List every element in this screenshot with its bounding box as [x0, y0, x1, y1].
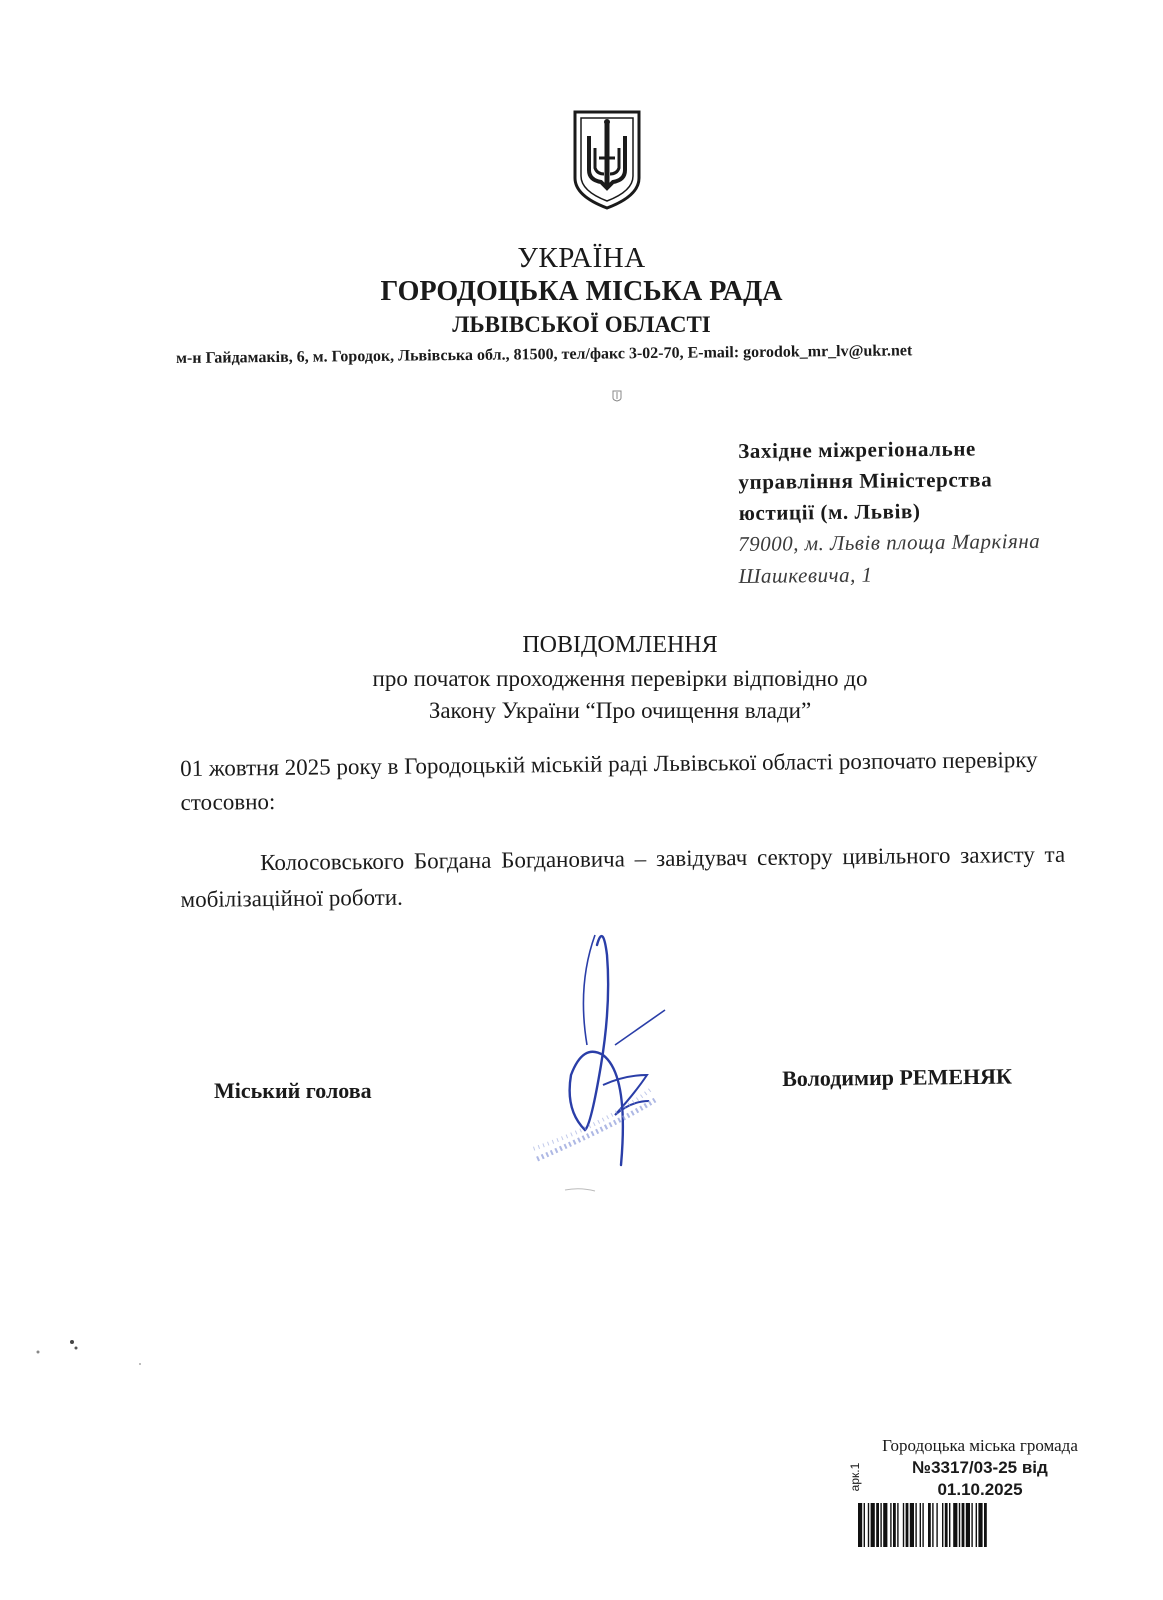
registration-community: Городоцька міська громада: [882, 1436, 1078, 1455]
header-country: УКРАЇНА: [517, 242, 646, 274]
registration-number: №3317/03-25 від: [912, 1458, 1048, 1477]
body-paragraph-date: 01 жовтня 2025 року в Городоцькій міській раді Львівської області розпочато перевірку стосовно:: [180, 747, 1038, 815]
recipient-address-line: Шашкевича, 1: [738, 562, 873, 588]
registration-date: 01.10.2025: [937, 1480, 1023, 1499]
notice-subtitle-line: про початок проходження перевірки відповідно до: [372, 666, 868, 691]
signer-name: Володимир РЕМЕНЯК: [782, 1063, 1013, 1091]
recipient-line: юстиції (м. Львів): [738, 499, 921, 525]
barcode-icon: [858, 1503, 1088, 1547]
recipient-line: Західне міжрегіональне: [738, 436, 977, 463]
header-council-name: ГОРОДОЦЬКА МІСЬКА РАДА: [380, 276, 783, 307]
notice-subtitle-line: Закону України “Про очищення влади”: [428, 698, 812, 723]
coat-of-arms-icon: [571, 108, 643, 212]
scan-specks: [30, 1330, 150, 1370]
notice-title: ПОВІДОМЛЕННЯ: [522, 632, 718, 658]
recipient-address-line: 79000, м. Львів площа Маркіяна: [738, 528, 1041, 556]
registration-sheet: арк.1: [848, 1462, 862, 1492]
recipient-block: [738, 432, 1129, 529]
signer-title: Міський голова: [214, 1078, 372, 1103]
notice-subtitle: [0, 663, 1163, 727]
header-address: м-н Гайдамаків, 6, м. Городок, Львівська обл., 81500, тел/факс 3-02-70, E-mail: gorodok_mr_lv@ukr.net: [176, 342, 913, 367]
recipient-line: управління Міністерства: [738, 467, 993, 494]
header-region: ЛЬВІВСЬКОЇ ОБЛАСТІ: [452, 312, 711, 337]
small-emblem-icon: [612, 390, 622, 402]
body-paragraph-person: Колосовського Богдана Богдановича – завідувач сектору цивільного захисту та мобілізаційної роботи.: [180, 841, 1066, 912]
recipient-address: [738, 524, 1129, 592]
handwritten-signature: [525, 925, 685, 1195]
